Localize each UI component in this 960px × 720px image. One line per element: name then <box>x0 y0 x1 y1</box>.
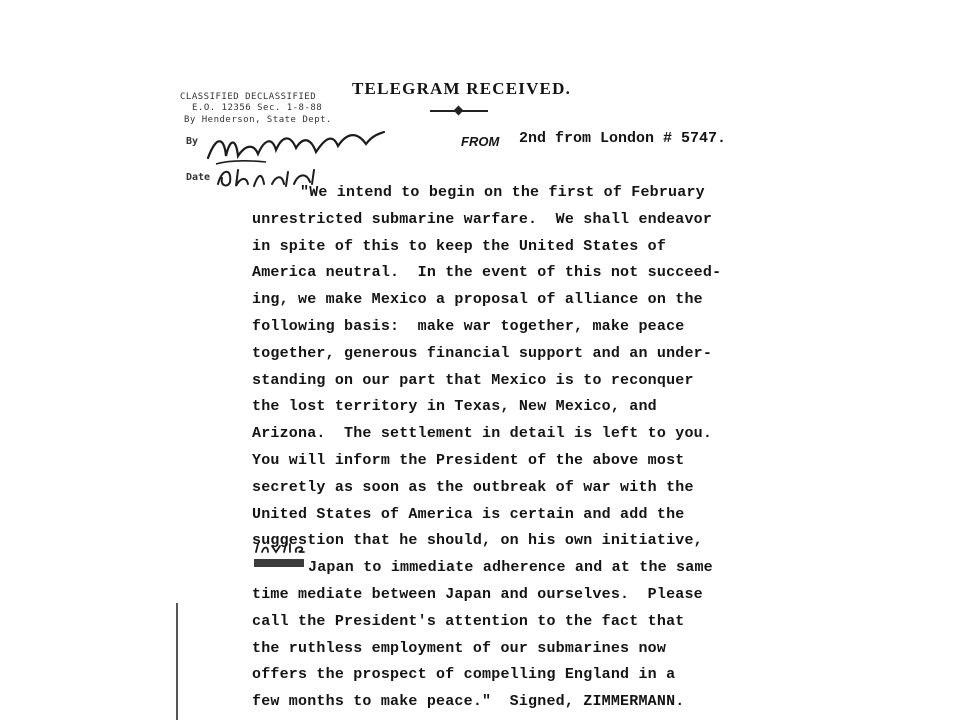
body-line: offers the prospect of compelling England in a <box>252 666 676 684</box>
from-value: 2nd from London # 5747. <box>519 130 727 147</box>
telegram-title: TELEGRAM RECEIVED. <box>352 79 572 98</box>
body-line: America neutral. In the event of this not succeed- <box>252 264 722 282</box>
handwritten-insert-invite <box>252 540 308 570</box>
handwritten-signature <box>206 126 386 166</box>
body-line: the lost territory in Texas, New Mexico, and <box>252 398 657 416</box>
declassification-stamp <box>180 86 380 194</box>
body-line: secretly as soon as the outbreak of war with the <box>252 478 694 496</box>
body-line: time mediate between Japan and ourselves. Please <box>252 585 703 603</box>
body-line: suggestion that he should, on his own initiative, <box>252 532 703 550</box>
body-line: following basis: make war together, make peace <box>252 317 685 335</box>
stamp-line-2: E.O. 12356 Sec. 1-8-88 <box>192 103 323 113</box>
left-margin-line <box>176 603 178 720</box>
from-label: FROM <box>461 134 500 149</box>
body-line: ing, we make Mexico a proposal of alliance on the <box>252 291 703 309</box>
body-line: standing on our part that Mexico is to reconquer <box>252 371 694 389</box>
body-line: Arizona. The settlement in detail is left to you. <box>252 425 713 443</box>
stamp-line-1: CLASSIFIED DECLASSIFIED <box>180 92 317 102</box>
body-line: "We intend to begin on the first of February <box>300 184 705 201</box>
telegram-body <box>252 180 772 716</box>
body-line: few months to make peace." Signed, ZIMMERMANN. <box>252 693 685 711</box>
body-line: in spite of this to keep the United States of <box>252 237 667 255</box>
body-line: together, generous financial support and an under- <box>252 344 713 362</box>
body-line: call the President's attention to the fact that <box>252 612 685 630</box>
body-line: unrestricted submarine warfare. We shall endeavor <box>252 210 713 228</box>
body-line: Japan to immediate adherence and at the same <box>308 559 713 577</box>
body-line: the ruthless employment of our submarines now <box>252 639 667 657</box>
title-divider <box>430 110 488 112</box>
stamp-by-label: By <box>186 136 199 147</box>
stamp-date-label: Date <box>186 172 211 183</box>
stamp-line-3: By Henderson, State Dept. <box>184 115 332 125</box>
body-line: United States of America is certain and add the <box>252 505 685 523</box>
body-line: You will inform the President of the above most <box>252 451 685 469</box>
